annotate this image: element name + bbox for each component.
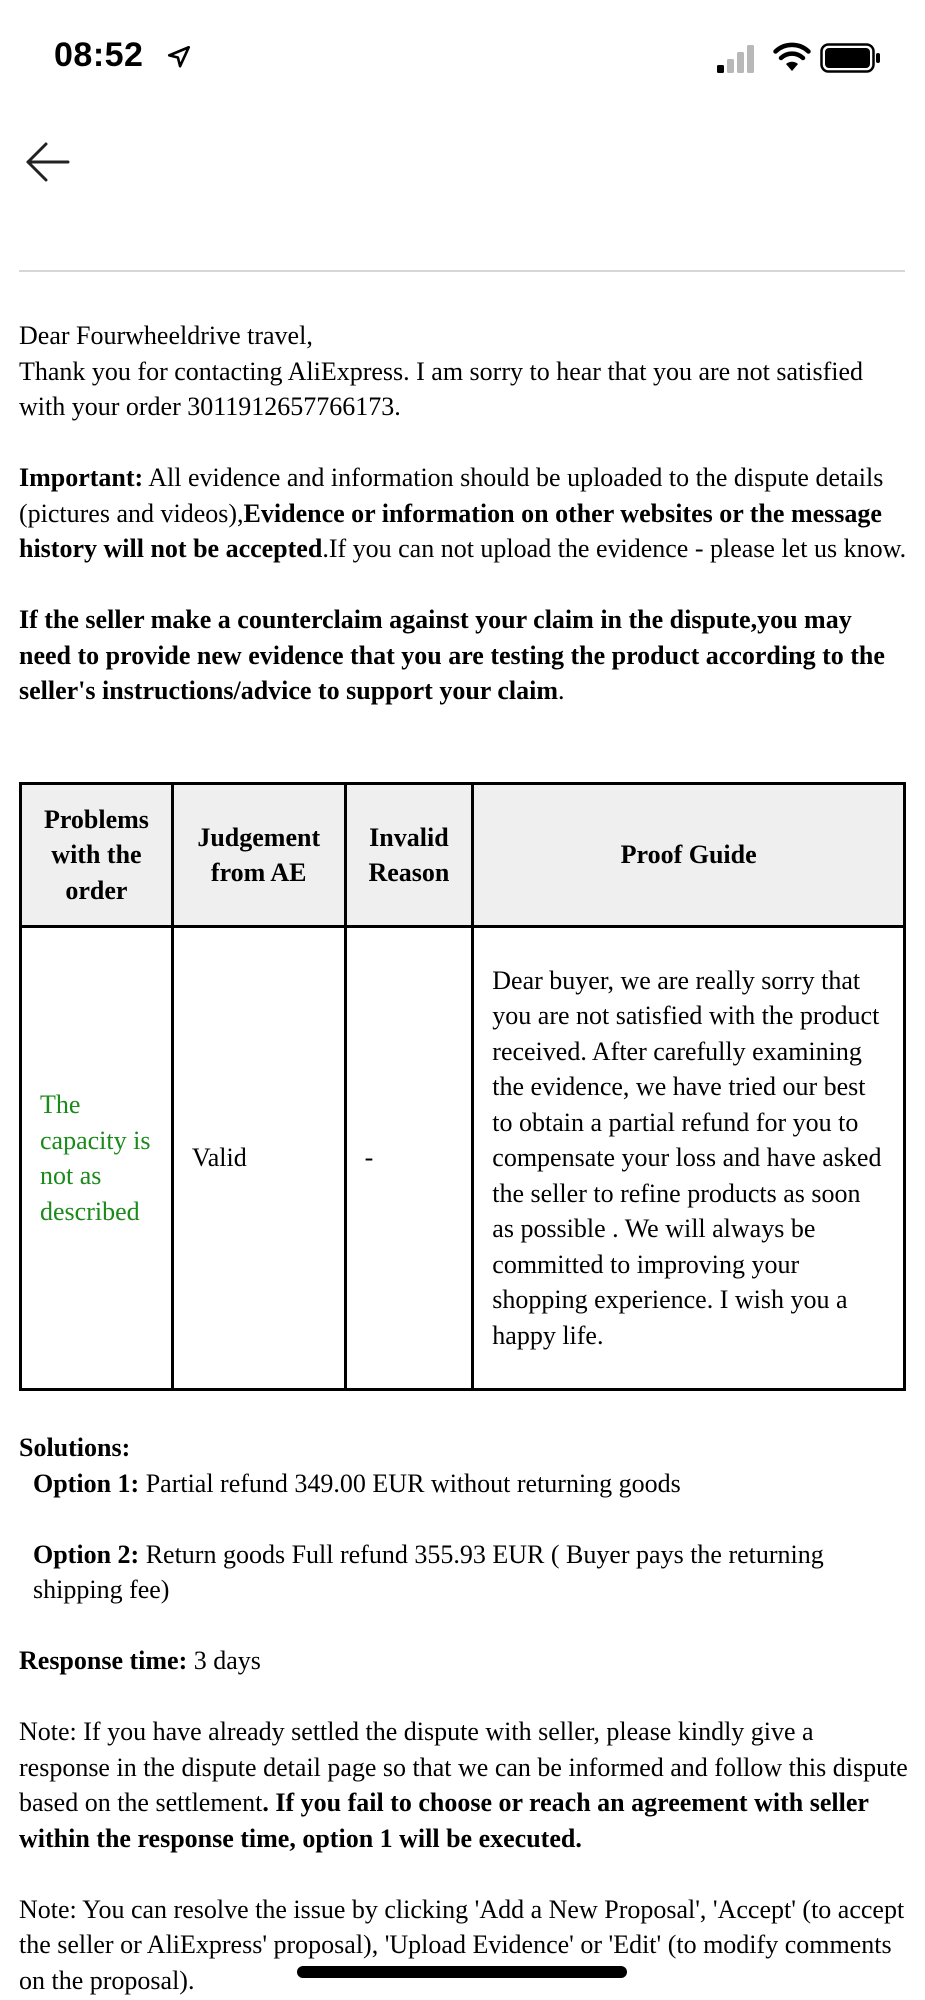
wifi-icon	[773, 42, 811, 72]
back-button[interactable]	[22, 140, 72, 184]
header-divider	[19, 270, 905, 272]
home-indicator[interactable]	[297, 1966, 627, 1978]
status-time: 08:52	[54, 36, 144, 74]
header-judgement: Judgement from AE	[172, 784, 345, 927]
counterclaim-tail: .	[558, 676, 565, 705]
counterclaim-bold-text: If the seller make a counterclaim against your claim in the dispute,you may need to provide new evidence that you are testing the product according to the seller's instructions/advice to support your claim	[19, 605, 885, 705]
header-proof-guide: Proof Guide	[473, 784, 905, 927]
status-bar	[0, 0, 925, 110]
battery-icon	[820, 42, 882, 74]
note-1-bold: . If you fail to choose or reach an agreement with seller within the response time, option 1 will be executed.	[19, 1788, 869, 1853]
table-header-row	[21, 784, 905, 927]
option-1-text: Partial refund 349.00 EUR without returning goods	[139, 1468, 681, 1498]
response-time-value: 3 days	[187, 1646, 261, 1675]
cell-proof-guide: Dear buyer, we are really sorry that you are not satisfied with the product received. After carefully examining the evidence, we have tried our best to obtain a partial refund for you to compensate your loss and have asked the seller to refine products as soon as possible . We will always be committed to improving your shopping experience. I wish you a happy life.	[473, 927, 905, 1390]
option-2-label: Option 2:	[33, 1539, 140, 1569]
option-2	[19, 1537, 909, 1608]
cell-invalid-reason: -	[345, 927, 473, 1390]
header-problems: Problems with the order	[21, 784, 173, 927]
important-label: Important:	[19, 463, 144, 492]
option-2-text: Return goods Full refund 355.93 EUR ( Buyer pays the returning shipping fee)	[33, 1539, 824, 1604]
message-body	[19, 318, 907, 709]
table-row	[21, 927, 905, 1390]
solutions-section	[19, 1430, 909, 1998]
arrow-left-icon	[28, 144, 68, 180]
important-text: All evidence and information should be uploaded to the dispute details (pictures and videos),	[19, 463, 884, 528]
note-settlement	[19, 1714, 909, 1856]
note-resolve: Note: You can resolve the issue by clicking 'Add a New Proposal', 'Accept' (to accept the seller or AliExpress' proposal), 'Upload Evidence' or 'Edit' (to modify comments on the proposal).	[19, 1894, 905, 1995]
option-1	[19, 1466, 909, 1502]
option-1-label: Option 1:	[33, 1468, 140, 1498]
important-bold-text: Evidence or information on other websites or the message history will not be accepted	[19, 498, 882, 563]
cellular-signal-icon	[716, 44, 756, 74]
cell-judgement: Valid	[172, 927, 345, 1390]
response-time	[19, 1643, 909, 1679]
greeting: Dear Fourwheeldrive travel,	[19, 321, 313, 350]
intro-text: Thank you for contacting AliExpress. I am sorry to hear that you are not satisfied with your order 3011912657766173.	[19, 356, 864, 421]
note-1-text: Note: If you have already settled the dispute with seller, please kindly give a response in the dispute detail page so that we can be informed and follow this dispute based on the settlement	[19, 1717, 908, 1817]
important-tail: .If you can not upload the evidence - please let us know.	[322, 534, 907, 563]
important-paragraph	[19, 460, 907, 567]
proof-table	[19, 782, 906, 1391]
solutions-label: Solutions:	[19, 1433, 131, 1462]
counterclaim-paragraph	[19, 602, 907, 709]
location-arrow-icon	[166, 44, 192, 70]
cell-problem: The capacity is not as described	[21, 927, 173, 1390]
response-time-label: Response time:	[19, 1646, 188, 1675]
header-invalid-reason: Invalid Reason	[345, 784, 473, 927]
